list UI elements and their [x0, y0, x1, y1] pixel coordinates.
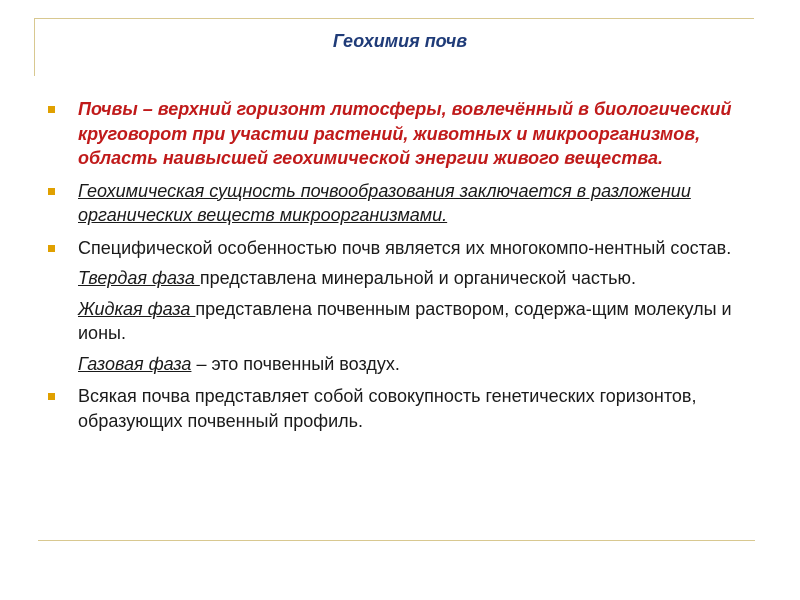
bullet-square-icon: [48, 245, 55, 252]
soil-definition-text: Почвы – верхний горизонт литосферы, вовлечённый в биологический круговорот при участии растений, животных и микроорганизмов, область наивысшей геохимической энергии живого вещества.: [78, 99, 732, 168]
bullet-square-icon: [48, 188, 55, 195]
bottom-rule: [38, 540, 755, 541]
multicomponent-text: Специфической особенностью почв является их многокомпо-нентный состав.: [78, 237, 732, 258]
bullet-item-3: [48, 236, 738, 261]
liquid-phase-item: [48, 297, 738, 346]
solid-phase-item: [48, 266, 738, 291]
bullet-square-icon: [48, 106, 55, 113]
bullet-square-icon: [48, 393, 55, 400]
gas-phase-text: – это почвенный воздух.: [191, 353, 400, 374]
bullet-item-1: [48, 97, 738, 171]
liquid-phase-term: Жидкая фаза: [78, 298, 196, 319]
bullet-item-2: [48, 179, 738, 228]
slide-content: [48, 97, 738, 441]
slide-title: Геохимия почв: [332, 31, 468, 51]
liquid-phase-text: представлена почвенным раствором, содержа-щим молекулы и ионы.: [78, 298, 732, 343]
solid-phase-text: представлена минеральной и органической частью.: [199, 268, 636, 288]
bullet-item-4: [48, 384, 738, 433]
geochemical-essence-text: Геохимическая сущность почвообразования заключается в разложении органических веществ микроорганизмами.: [78, 180, 691, 225]
gas-phase-item: [48, 352, 738, 377]
top-rule: [34, 18, 754, 19]
soil-profile-text: Всякая почва представляет собой совокупность генетических горизонтов, образующих почвенный профиль.: [78, 386, 697, 431]
gas-phase-term: Газовая фаза: [78, 353, 192, 374]
solid-phase-term: Твердая фаза: [78, 268, 200, 288]
